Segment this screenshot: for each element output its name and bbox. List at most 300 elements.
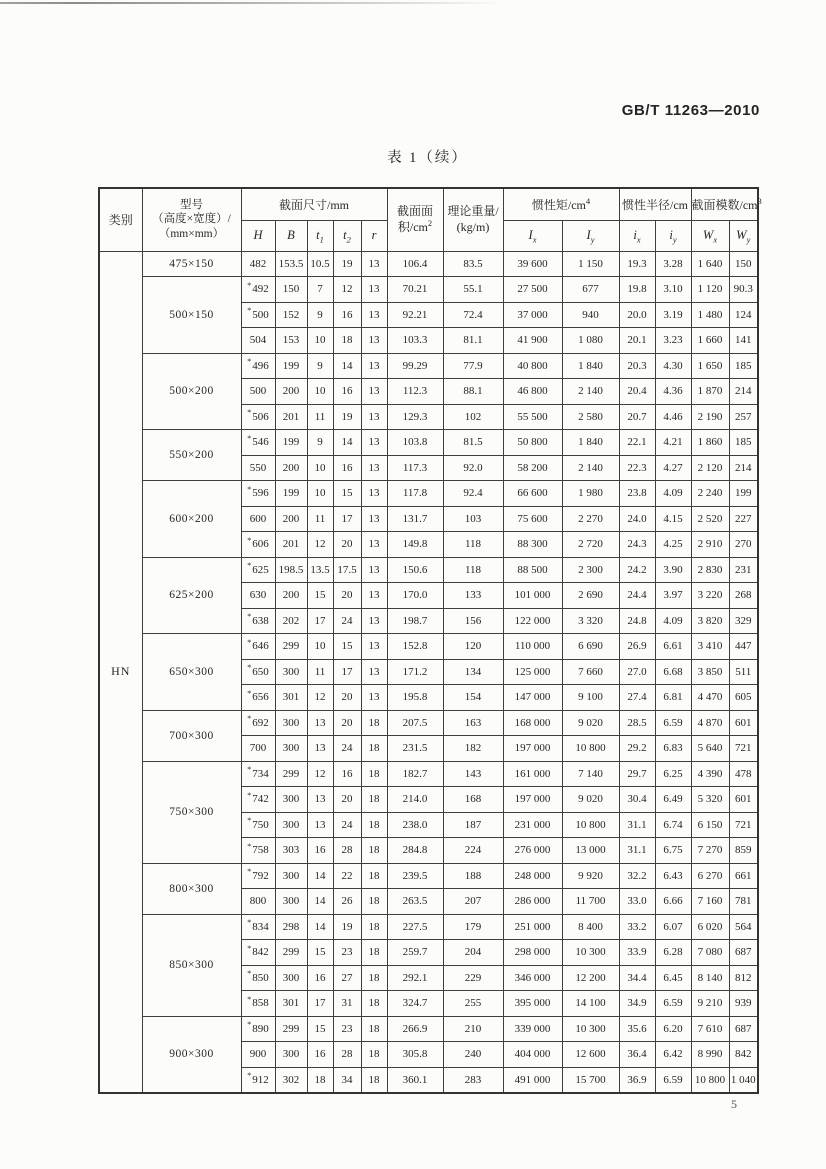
scan-artifact-top-edge xyxy=(0,2,505,4)
table-cell: 4 390 xyxy=(691,761,729,787)
table-cell: 3.19 xyxy=(655,302,691,328)
table-cell: 188 xyxy=(443,863,503,889)
table-cell: 22 xyxy=(333,863,361,889)
table-cell: 17.5 xyxy=(333,557,361,583)
table-cell: 170.0 xyxy=(387,583,443,609)
table-cell: *890 xyxy=(241,1016,275,1042)
table-cell: 90.3 xyxy=(729,277,758,303)
table-cell: 303 xyxy=(275,838,307,864)
table-cell: 1 840 xyxy=(562,430,619,456)
table-cell: 11 xyxy=(307,506,333,532)
table-cell: 202 xyxy=(275,608,307,634)
table-cell: 13 xyxy=(361,608,387,634)
table-cell: 4 870 xyxy=(691,710,729,736)
table-cell: 4.15 xyxy=(655,506,691,532)
table-cell: 9 020 xyxy=(562,787,619,813)
table-cell: 298 xyxy=(275,914,307,940)
table-cell: 13 xyxy=(307,736,333,762)
table-cell: 229 xyxy=(443,965,503,991)
table-cell: 605 xyxy=(729,685,758,711)
table-cell: 122 000 xyxy=(503,608,562,634)
table-cell: 112.3 xyxy=(387,379,443,405)
table-cell: 16 xyxy=(333,379,361,405)
header-section-modulus: 截面模数$/cm^3$ xyxy=(691,188,758,220)
table-cell: 204 xyxy=(443,940,503,966)
table-cell: 601 xyxy=(729,710,758,736)
table-cell: 161 000 xyxy=(503,761,562,787)
table-cell: 131.7 xyxy=(387,506,443,532)
table-cell: 19 xyxy=(333,404,361,430)
table-cell: 491 000 xyxy=(503,1067,562,1093)
table-cell: 200 xyxy=(275,583,307,609)
table-cell: 239.5 xyxy=(387,863,443,889)
table-cell: 6.81 xyxy=(655,685,691,711)
table-cell: 66 600 xyxy=(503,481,562,507)
table-cell: 842 xyxy=(729,1042,758,1068)
header-iy: $i_y$ xyxy=(655,220,691,251)
table-cell: 149.8 xyxy=(387,532,443,558)
table-cell: 6 020 xyxy=(691,914,729,940)
table-cell: 31 xyxy=(333,991,361,1017)
table-cell: *638 xyxy=(241,608,275,634)
table-cell: 92.4 xyxy=(443,481,503,507)
table-cell: 4.25 xyxy=(655,532,691,558)
table-cell: 12 xyxy=(307,532,333,558)
table-cell: 141 xyxy=(729,328,758,354)
table-cell: 28 xyxy=(333,838,361,864)
table-cell: 10 xyxy=(307,455,333,481)
table-cell: *500 xyxy=(241,302,275,328)
table-cell: 26.9 xyxy=(619,634,655,660)
table-cell: 103 xyxy=(443,506,503,532)
table-cell: 18 xyxy=(361,889,387,915)
table-cell: 677 xyxy=(562,277,619,303)
table-cell: 14 100 xyxy=(562,991,619,1017)
table-cell: 600 xyxy=(241,506,275,532)
table-cell: 10 xyxy=(307,634,333,660)
table-cell: 16 xyxy=(307,838,333,864)
table-cell: 168 xyxy=(443,787,503,813)
table-cell: 6.25 xyxy=(655,761,691,787)
table-cell: 171.2 xyxy=(387,659,443,685)
table-cell: 20 xyxy=(333,685,361,711)
table-cell: 110 000 xyxy=(503,634,562,660)
table-cell: 7 080 xyxy=(691,940,729,966)
header-section-dimensions: 截面尺寸/mm xyxy=(241,188,387,220)
table-cell: 1 660 xyxy=(691,328,729,354)
table-cell: 207 xyxy=(443,889,503,915)
table-cell: 251 000 xyxy=(503,914,562,940)
table-row xyxy=(99,557,758,583)
table-cell: 270 xyxy=(729,532,758,558)
asterisk-mark: * xyxy=(247,663,252,673)
table-cell: 168 000 xyxy=(503,710,562,736)
table-cell: 687 xyxy=(729,940,758,966)
table-row xyxy=(99,481,758,507)
table-cell: 77.9 xyxy=(443,353,503,379)
table-cell: 13 xyxy=(361,353,387,379)
table-cell: 24.0 xyxy=(619,506,655,532)
header-model-line2: （高度×宽度）/ xyxy=(152,213,231,226)
table-cell: 4.30 xyxy=(655,353,691,379)
header-area-line2: 积$/cm^2$ xyxy=(397,217,433,234)
asterisk-mark: * xyxy=(247,867,252,877)
table-cell: 88 300 xyxy=(503,532,562,558)
table-cell: 8 400 xyxy=(562,914,619,940)
table-cell: 23 xyxy=(333,940,361,966)
asterisk-mark: * xyxy=(247,816,252,826)
table-cell: 255 xyxy=(443,991,503,1017)
table-cell: 3.10 xyxy=(655,277,691,303)
table-cell: 10 xyxy=(307,481,333,507)
table-cell: 200 xyxy=(275,455,307,481)
table-row xyxy=(99,914,758,940)
table-cell: 299 xyxy=(275,761,307,787)
header-t1: $t_1$ xyxy=(307,220,333,251)
table-cell: 27.0 xyxy=(619,659,655,685)
table-cell: 55.1 xyxy=(443,277,503,303)
asterisk-mark: * xyxy=(247,637,252,647)
table-cell: 1 120 xyxy=(691,277,729,303)
table-cell: *650 xyxy=(241,659,275,685)
table-cell: 26 xyxy=(333,889,361,915)
table-cell: 6.59 xyxy=(655,710,691,736)
table-cell: 2 270 xyxy=(562,506,619,532)
table-cell: 18 xyxy=(361,991,387,1017)
table-cell: 1 150 xyxy=(562,251,619,277)
asterisk-mark: * xyxy=(247,994,252,1004)
table-cell: 13 xyxy=(361,532,387,558)
table-cell: 500 xyxy=(241,379,275,405)
table-cell: 5 320 xyxy=(691,787,729,813)
table-cell: *646 xyxy=(241,634,275,660)
table-cell: 18 xyxy=(361,1042,387,1068)
table-cell: 16 xyxy=(333,455,361,481)
table-cell: 6.83 xyxy=(655,736,691,762)
table-cell: 20.4 xyxy=(619,379,655,405)
table-cell: 324.7 xyxy=(387,991,443,1017)
table-cell: 10 800 xyxy=(562,812,619,838)
table-cell: 300 xyxy=(275,863,307,889)
table-cell: 3 850 xyxy=(691,659,729,685)
header-row-groups xyxy=(99,188,758,220)
table-cell: 120 xyxy=(443,634,503,660)
table-cell: 601 xyxy=(729,787,758,813)
table-cell: 81.5 xyxy=(443,430,503,456)
table-cell: 150.6 xyxy=(387,557,443,583)
table-cell: 13 xyxy=(361,455,387,481)
table-cell: 17 xyxy=(333,506,361,532)
table-row xyxy=(99,251,758,277)
asterisk-mark: * xyxy=(247,1020,252,1030)
asterisk-mark: * xyxy=(247,357,252,367)
table-cell: 12 600 xyxy=(562,1042,619,1068)
table-cell: 292.1 xyxy=(387,965,443,991)
table-cell: 33.0 xyxy=(619,889,655,915)
table-cell: 11 700 xyxy=(562,889,619,915)
table-cell: 17 xyxy=(307,608,333,634)
table-cell: 14 xyxy=(307,889,333,915)
table-cell: 199 xyxy=(729,481,758,507)
table-cell: 129.3 xyxy=(387,404,443,430)
table-cell: 13 xyxy=(361,583,387,609)
table-cell: 13 xyxy=(361,251,387,277)
table-cell: 300 xyxy=(275,736,307,762)
table-cell: 13 000 xyxy=(562,838,619,864)
table-cell: 231 000 xyxy=(503,812,562,838)
table-cell: 20.3 xyxy=(619,353,655,379)
standard-number: GB/T 11263—2010 xyxy=(621,102,760,119)
table-cell: 18 xyxy=(361,1016,387,1042)
table-cell: 11 xyxy=(307,659,333,685)
table-cell: 6.74 xyxy=(655,812,691,838)
table-cell: 6.59 xyxy=(655,1067,691,1093)
table-cell: 24 xyxy=(333,736,361,762)
table-cell: 6.66 xyxy=(655,889,691,915)
table-cell: 238.0 xyxy=(387,812,443,838)
table-cell: 150 xyxy=(275,277,307,303)
table-row xyxy=(99,430,758,456)
asterisk-mark: * xyxy=(247,765,252,775)
table-cell: 721 xyxy=(729,736,758,762)
table-cell: 329 xyxy=(729,608,758,634)
model-cell: 750×300 xyxy=(142,761,241,863)
table-cell: 2 240 xyxy=(691,481,729,507)
table-cell: 3 320 xyxy=(562,608,619,634)
table-cell: 6 150 xyxy=(691,812,729,838)
asterisk-mark: * xyxy=(247,841,252,851)
model-cell: 500×150 xyxy=(142,277,241,354)
table-cell: 16 xyxy=(333,761,361,787)
header-category: 类别 xyxy=(99,188,142,251)
table-cell: 133 xyxy=(443,583,503,609)
table-cell: 511 xyxy=(729,659,758,685)
header-weight-line1: 理论重量/ xyxy=(447,204,499,219)
table-cell: 16 xyxy=(307,1042,333,1068)
table-cell: 6.49 xyxy=(655,787,691,813)
table-cell: 17 xyxy=(307,991,333,1017)
table-cell: 23 xyxy=(333,1016,361,1042)
table-cell: 19.3 xyxy=(619,251,655,277)
table-cell: 33.2 xyxy=(619,914,655,940)
table-cell: 124 xyxy=(729,302,758,328)
table-header xyxy=(99,188,762,251)
table-cell: 214 xyxy=(729,455,758,481)
table-cell: 14 xyxy=(333,430,361,456)
table-cell: 16 xyxy=(307,965,333,991)
table-cell: 201 xyxy=(275,404,307,430)
table-cell: 10 300 xyxy=(562,1016,619,1042)
table-cell: 13 xyxy=(361,557,387,583)
header-weight-line2: (kg/m) xyxy=(456,219,490,234)
table-cell: 1 640 xyxy=(691,251,729,277)
table-cell: 12 200 xyxy=(562,965,619,991)
asterisk-mark: * xyxy=(247,1070,252,1080)
table-cell: 18 xyxy=(333,328,361,354)
table-cell: 360.1 xyxy=(387,1067,443,1093)
table-cell: 6.20 xyxy=(655,1016,691,1042)
table-cell: 447 xyxy=(729,634,758,660)
table-cell: *758 xyxy=(241,838,275,864)
table-cell: 4.09 xyxy=(655,481,691,507)
table-cell: 1 980 xyxy=(562,481,619,507)
table-cell: 34.4 xyxy=(619,965,655,991)
table-cell: 13 xyxy=(361,685,387,711)
table-cell: 198.5 xyxy=(275,557,307,583)
table-cell: 14 xyxy=(307,863,333,889)
table-cell: 9 100 xyxy=(562,685,619,711)
table-cell: 2 690 xyxy=(562,583,619,609)
table-cell: 3.90 xyxy=(655,557,691,583)
table-cell: 18 xyxy=(361,812,387,838)
table-cell: 46 800 xyxy=(503,379,562,405)
header-Iy: $I_y$ xyxy=(562,220,619,251)
table-cell: 900 xyxy=(241,1042,275,1068)
asterisk-mark: * xyxy=(247,280,252,290)
table-cell: 13 xyxy=(361,481,387,507)
table-cell: 240 xyxy=(443,1042,503,1068)
table-cell: 3.23 xyxy=(655,328,691,354)
table-cell: 1 860 xyxy=(691,430,729,456)
table-body xyxy=(99,251,758,1093)
table-cell: 143 xyxy=(443,761,503,787)
table-cell: 163 xyxy=(443,710,503,736)
table-cell: 9 xyxy=(307,302,333,328)
table-cell: 7 160 xyxy=(691,889,729,915)
table-cell: 2 580 xyxy=(562,404,619,430)
table-cell: *858 xyxy=(241,991,275,1017)
table-cell: 13 xyxy=(307,787,333,813)
table-cell: 13 xyxy=(361,634,387,660)
header-Wy: $W_y$ xyxy=(729,220,758,251)
header-theoretical-weight xyxy=(443,188,503,251)
table-cell: 92.21 xyxy=(387,302,443,328)
table-cell: 200 xyxy=(275,506,307,532)
table-cell: 2 830 xyxy=(691,557,729,583)
table-cell: 3.97 xyxy=(655,583,691,609)
table-cell: 346 000 xyxy=(503,965,562,991)
table-cell: 24.4 xyxy=(619,583,655,609)
table-cell: 18 xyxy=(361,838,387,864)
table-cell: 10 xyxy=(307,379,333,405)
table-cell: 36.9 xyxy=(619,1067,655,1093)
asterisk-mark: * xyxy=(247,918,252,928)
table-cell: 6.68 xyxy=(655,659,691,685)
table-cell: 70.21 xyxy=(387,277,443,303)
table-cell: 661 xyxy=(729,863,758,889)
header-section-area xyxy=(387,188,443,251)
table-cell: 687 xyxy=(729,1016,758,1042)
model-cell: 900×300 xyxy=(142,1016,241,1093)
table-cell: 939 xyxy=(729,991,758,1017)
table-cell: 13 xyxy=(361,506,387,532)
table-cell: 30.4 xyxy=(619,787,655,813)
table-cell: 39 600 xyxy=(503,251,562,277)
table-cell: 18 xyxy=(361,736,387,762)
table-cell: 3.28 xyxy=(655,251,691,277)
table-cell: 11 xyxy=(307,404,333,430)
table-cell: 6 270 xyxy=(691,863,729,889)
table-cell: *792 xyxy=(241,863,275,889)
header-Wx: $W_x$ xyxy=(691,220,729,251)
table-cell: 4.46 xyxy=(655,404,691,430)
table-cell: 24.3 xyxy=(619,532,655,558)
table-cell: 152.8 xyxy=(387,634,443,660)
table-cell: *750 xyxy=(241,812,275,838)
table-cell: 150 xyxy=(729,251,758,277)
header-moment-of-inertia: 惯性矩$/cm^4$ xyxy=(503,188,619,220)
table-row xyxy=(99,277,758,303)
asterisk-mark: * xyxy=(247,612,252,622)
table-cell: 40 800 xyxy=(503,353,562,379)
table-cell: 179 xyxy=(443,914,503,940)
table-cell: 1 040 xyxy=(729,1067,758,1093)
table-cell: 27.4 xyxy=(619,685,655,711)
table-cell: 152 xyxy=(275,302,307,328)
table-cell: 199 xyxy=(275,481,307,507)
table-cell: 2 910 xyxy=(691,532,729,558)
table-cell: 153.5 xyxy=(275,251,307,277)
table-cell: 13 xyxy=(307,710,333,736)
model-cell: 550×200 xyxy=(142,430,241,481)
table-cell: 3 820 xyxy=(691,608,729,634)
table-cell: 13 xyxy=(361,430,387,456)
table-cell: 339 000 xyxy=(503,1016,562,1042)
table-cell: 10 xyxy=(307,328,333,354)
table-cell: 6.59 xyxy=(655,991,691,1017)
header-area-line1: 截面面 xyxy=(396,204,433,219)
table-cell: 17 xyxy=(333,659,361,685)
table-cell: 55 500 xyxy=(503,404,562,430)
table-cell: 207.5 xyxy=(387,710,443,736)
table-cell: 72.4 xyxy=(443,302,503,328)
table-cell: 8 140 xyxy=(691,965,729,991)
table-cell: 7 610 xyxy=(691,1016,729,1042)
table-cell: 8 990 xyxy=(691,1042,729,1068)
table-cell: 27 500 xyxy=(503,277,562,303)
table-cell: 18 xyxy=(361,787,387,813)
table-cell: 283 xyxy=(443,1067,503,1093)
table-cell: *506 xyxy=(241,404,275,430)
model-cell: 850×300 xyxy=(142,914,241,1016)
table-cell: 117.8 xyxy=(387,481,443,507)
table-cell: 800 xyxy=(241,889,275,915)
header-model-line3: （mm×mm） xyxy=(158,228,225,241)
table-cell: 6.45 xyxy=(655,965,691,991)
table-cell: 20.1 xyxy=(619,328,655,354)
table-cell: *656 xyxy=(241,685,275,711)
table-row xyxy=(99,634,758,660)
table-cell: 4.09 xyxy=(655,608,691,634)
table-cell: 300 xyxy=(275,812,307,838)
table-cell: 13 xyxy=(361,277,387,303)
table-cell: 31.1 xyxy=(619,838,655,864)
table-cell: 103.8 xyxy=(387,430,443,456)
table-cell: 478 xyxy=(729,761,758,787)
table-cell: 20 xyxy=(333,710,361,736)
table-cell: 1 650 xyxy=(691,353,729,379)
table-cell: 231.5 xyxy=(387,736,443,762)
model-cell: 700×300 xyxy=(142,710,241,761)
table-cell: 301 xyxy=(275,685,307,711)
table-cell: 6.61 xyxy=(655,634,691,660)
table-cell: 284.8 xyxy=(387,838,443,864)
asterisk-mark: * xyxy=(247,484,252,494)
table-row xyxy=(99,1016,758,1042)
asterisk-mark: * xyxy=(247,714,252,724)
table-row xyxy=(99,710,758,736)
table-cell: 102 xyxy=(443,404,503,430)
